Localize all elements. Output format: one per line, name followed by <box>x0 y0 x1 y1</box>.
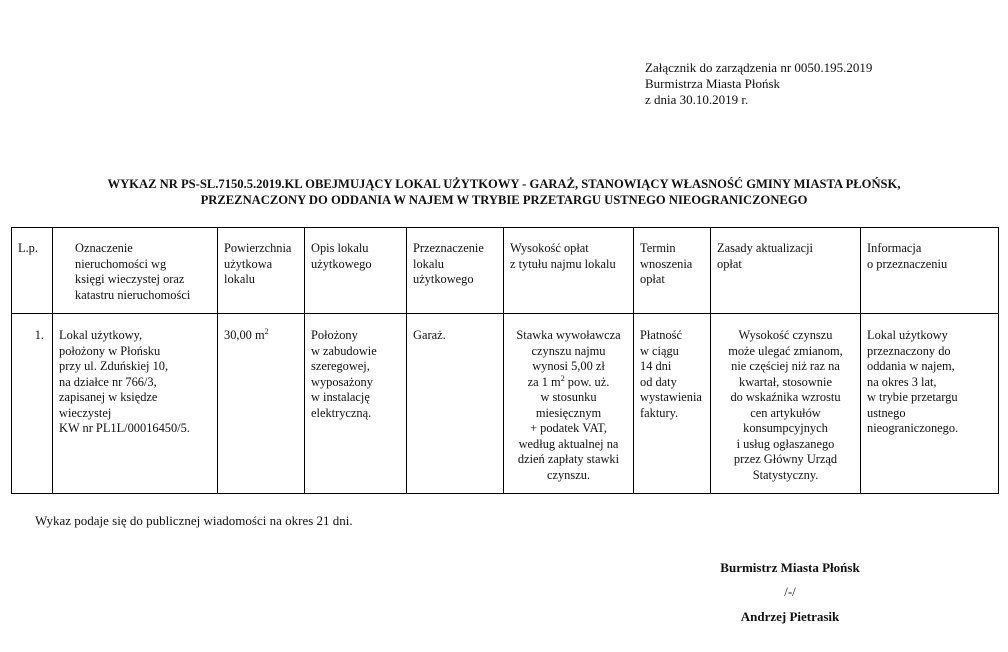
annex-line-2: Burmistrza Miasta Płońsk <box>645 76 781 91</box>
cell-informacja: Lokal użytkowy przeznaczony do oddania w najem, na okres 3 lat, w trybie przetargu ustnego nieograniczonego. <box>861 314 999 494</box>
title-line-2: PRZEZNACZONY DO ODDANIA W NAJEM W TRYBIE PRZETARGU USTNEGO NIEOGRANICZONEGO <box>200 193 808 207</box>
header-informacja: Informacja o przeznaczeniu <box>861 228 999 314</box>
title-line-1: WYKAZ NR PS-SL.7150.5.2019.KL OBEJMUJĄCY LOKAL UŻYTKOWY - GARAŻ, STANOWIĄCY WŁASNOŚĆ GMINY MIASTA PŁOŃSK, <box>107 177 901 191</box>
area-unit-superscript: 2 <box>264 326 269 336</box>
cell-zasady: Wysokość czynszu może ulegać zmianom, nie częściej niż raz na kwartał, stosownie do wskaźnika wzrostu cen artykułów konsumpcyjnych i usług ogłaszanego przez Główny Urząd Statystyczny. <box>711 314 861 494</box>
property-table <box>11 227 999 494</box>
signature-name: Andrzej Pietrasik <box>740 609 840 624</box>
publication-note: Wykaz podaje się do publicznej wiadomości na okres 21 dni. <box>35 513 353 528</box>
header-przeznaczenie: Przeznaczenie lokalu użytkowego <box>407 228 504 314</box>
signature-office: Burmistrz Miasta Płońsk <box>720 560 860 575</box>
annex-header <box>645 60 872 108</box>
header-termin: Termin wnoszenia opłat <box>634 228 711 314</box>
cell-oznaczenie: Lokal użytkowy, położony w Płońsku przy ul. Zduńskiej 10, na działce nr 766/3, zapisanej w księdze wieczystej KW nr PL1L/00016450/5. <box>53 314 218 494</box>
document-title <box>20 176 988 208</box>
cell-powierzchnia <box>218 314 305 494</box>
signature-mark: /-/ <box>784 584 796 599</box>
area-value: 30,00 m <box>224 328 265 342</box>
header-oplaty: Wysokość opłat z tytułu najmu lokalu <box>504 228 634 314</box>
header-opis: Opis lokalu użytkowego <box>305 228 407 314</box>
cell-termin: Płatność w ciągu 14 dni od daty wystawienia faktury. <box>634 314 711 494</box>
header-oznaczenie: Oznaczenie nieruchomości wg księgi wieczystej oraz katastru nieruchomości <box>53 228 218 314</box>
fee-text-a: Stawka wywoławcza czynszu najmu wynosi 5,00 zł za 1 m <box>516 328 621 389</box>
fee-text-b: pow. uż. w stosunku miesięcznym + podatek VAT, według aktualnej na dzień zapłaty stawki czynszu. <box>517 374 620 482</box>
annex-line-3: z dnia 30.10.2019 r. <box>645 92 749 107</box>
table-header-row <box>12 228 999 314</box>
cell-oplaty <box>504 314 634 494</box>
cell-opis: Położony w zabudowie szeregowej, wyposażony w instalację elektryczną. <box>305 314 407 494</box>
fee-unit-superscript: 2 <box>560 373 565 383</box>
annex-line-1: Załącznik do zarządzenia nr 0050.195.2019 <box>645 60 873 75</box>
cell-przeznaczenie: Garaż. <box>407 314 504 494</box>
cell-lp: 1. <box>12 314 53 494</box>
header-powierzchnia: Powierzchnia użytkowa lokalu <box>218 228 305 314</box>
header-zasady: Zasady aktualizacji opłat <box>711 228 861 314</box>
table-row <box>12 314 999 494</box>
header-lp: L.p. <box>12 228 53 314</box>
